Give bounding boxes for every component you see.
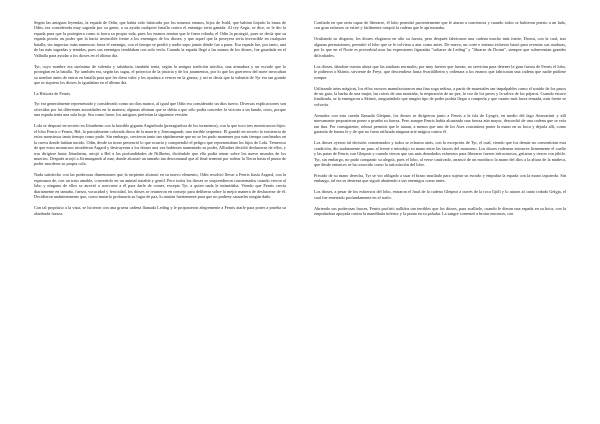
paragraph: Con tal propósito a la vista, se hicieron con una gruesa cadena llamada Leding y le propusieron alegremente a Fenris atarle para poner a prueba su alardeada fuerza. xyxy=(34,205,286,216)
left-column xyxy=(34,20,286,424)
paragraph: Tyr era generalmente representado y considerado como un dios manco, al igual que Odín era considerado un dios tuerto. Diversas explicaciones son ofrecidas por las diferentes autoridades en la materia; algunas afirman que se debía a que sólo podía conceder la victoria a un bando, otros, porque una espada tenía una sola hoja. Sea como fuere, los antiguos preferían la siguiente versión: xyxy=(34,101,286,118)
paragraph: Los dioses, a pesar de los esfuerzos del lobo, entraron el final de la cadena Gleipnir a través de la roca Gjöll y lo ataron al canto rodado Gelgja, el cual fue enterrado profundamente en el suelo. xyxy=(314,189,566,200)
paragraph: Confiado en que sería capaz de liberarse, él lobo permitió pacientemente que le ataran a conciencia y cuando todos se hubieron puesto a un lado, con gran esfuerzo se estiró y fácilmente rompió la cadena que le aprisionaba. xyxy=(314,20,566,31)
paragraph: Los dioses, dándose cuenta ahora que las ataduras normales, por muy fuertes que fueran, no servirían para detener la gran fuerza de Fenris el lobo, le pidieron a Skírnir, sirviente de Freyr, que descendiera hasta Svartálfheim y ordenara a los enanos que fabricaran una cadena que nadie pudiese romper. xyxy=(314,63,566,80)
paragraph: Privado de su mano derecha, Tyr se vio obligado a usar el brazo mutilado para sujetar su escudo y empuñar la espada con la mano izquierda. Sin embargo, tal era su destreza que siguió abatiendo a sus enemigos como antes. xyxy=(314,172,566,184)
paragraph: Tyr, cuyo nombre era sinónimo de valentía y sabiduría, también tenía, según la antigua tradición nórdica, una armadura y un escudo que lo protegían en la batalla. Tyr también era, según las sagas, el protector de la justicia y de los juramentos, por lo que los guerreros del norte invocaban su nombre antes de entrar en batalla para que les diera valor y les ayudara a vencer en la guerra, y así se decía que la valentía de Tyr era tan grande que ni siquiera los dioses lo igualaban en el último día. xyxy=(34,63,286,86)
paragraph: Abriendo sus poderosas fauces, Fenris profirió aullidos tan terribles que los dioses, para acallarle, cuando le dieron una espada en su boca, con la empuñadura apoyada contra la mandíbula inferior y la punta en su paladar. La sangre comenzó a brotar entonces, con xyxy=(314,205,566,217)
paragraph: Nada satisfecho con las poderosas dimensiones que la serpiente alcanzó en su nuevo elemento, Odín resolvió llevar a Fenris hasta Asgard, con la esperanza de, con un trato amable, convertirlo en un animal tratable y gentil. Pero todos los dioses se sorprendieron consternados cuando vieron al lobo y ninguno de ellos se atrevió a acercarse a él para darle de comer, excepto Tyr, a quien nada le intimidaba. Viendo que Fenris crecía diariamente en tamaño, fuerza, voracidad y ferocidad, los dioses se reunieron en consejo para deliberar sobre la mejor manera de deshacerse de él. Decidieron unánimemente que, como mutarlo profanaría su lugar de paz, lo atarían fuertemente para que no pudiese causarles ningún daño. xyxy=(34,172,286,200)
section-heading: La Historia de Fenris. xyxy=(34,90,72,96)
paragraph: Según las antiguas leyendas, la espada de Odín, que había sido fabricada por los mismos enanos, hijos de Ivald, que habían forjado la lanza de Odín, era considerada muy sagrada por su gente, a su ayuda cualquier batalla contra el enemigo sería ganada. Al rey Aegir, se dice, se le dio la espada para que la protegiera como si fuera su propia vida, pues los enanos temían que le fuera robada; el Odín la protegió, pues se decía que su espada poseía un poder que la hacía invencible frente a los enemigos de los dioses; y que aquel que la poseyera sería invencible en cualquier batalla, sin importar cuán numeroso fuera el enemigo; con el tiempo se perdió y nadie supo jamás dónde fue a parar. Esa espada fue, por tanto, una de las más sagradas y temidas, pues sus enemigos temblaban con solo verla. Cuando la espada llegó a las manos de los dioses, fue guardada en el Valhalla para ayudar a los dioses en el último día. xyxy=(34,20,286,58)
paragraph: Loki se desposó en secreto en Jötunheim con la horrible giganta Angurboda (presagiadora de los tormentos), con la que tuvo tres monstruosos hijos: el lobo Fenrir o Fenris, Hel, la parcialmente colorada diosa de la muerte y Jörmungandr, una terrible serpiente. El guardó en secreto la existencia de estos monstruos tanto tiempo como pudo. Sin embargo, crecieron tanto tan rápidamente que no se les pudo mantener por más tiempo confinados en la cueva donde habían nacido. Odín, desde su trono presenció lo que ocurría y comprendió el peligro que representaban los hijos de Loki. Temeroso de que estos monstruos invadieran Asgard y destruyeran a los dioses una vez hubiesen aumentado su poder, Allfather decidió deshacerse de ellos, y tras dirigirse hasta Jötunheim, arrojó a Hel a las profundidades de Niflheim, diciéndole que ella podía reinar sobre los nueve mundos de los muertos. Después arrojó a Jörmungandr al mar, donde alcanzó un tamaño tan descomunal que al final terminó por rodear la Tierra hasta el punto de poder morderse su propia cola. xyxy=(34,123,286,167)
paragraph: Ocultando su disgusto, los dioses elogiaron en alto su fuerza, pero después fabricaron una cadena mucho más fuerte, Dromi, con la cual, tras algunas persuasiones, permitió el lobo que se le volviera a atar como antes. De nuevo, un corte e intenso esfuerzo bastó para reventar sus ataduras, por lo que en el Norte es proverbial usar las expresiones figuradas "soltarse de Leding" y "librarse de Dromi", siempre que sobrevenían grandes dificultades. xyxy=(314,36,566,58)
right-column xyxy=(314,20,566,424)
paragraph: Armados con esta cuerda llamada Gleipnir, los dioses se dirigieron junto a Fenris a la isla de Lyngvi, en medio del lago Amsvartnir y allí nuevamente propusieron poner a prueba su fuerza. Pero aunque Fenris había alcanzado una fuerza aún mayor, desconfió de una cadena que se veía tan fina. Por consiguiente, rehusó permitir que le ataran, a menos que uno de los Ases consintiera poner la mano en su boca y dejarla allí, como garantía de buena fe y de que no fuera utilizada ninguna arte mágica contra él. xyxy=(314,112,566,135)
paragraph: Los dioses oyeron tal decisión consternados y todos se echaron atrás, con la excepción de Tyr, el cual, viendo que los demás no consentirían esta condición, dio audazmente un paso al frente e introdujo su mano entre las fauces del monstruo. Los dioses rodearon entonces firmemente el cuello y las patas de Fenris con Gleipnir y cuando vieron que sus más denodados esfuerzos para liberarse fueron infructuosos, gritaron y rieron con júbilo. Tyr, sin embargo, no pudo compartir su alegría, pues el lobo, al verse cautivado, arrancó de un mordisco la mano del dios a la altura de la muñeca, que desde entonces se ha conocido como la articulación del lobo. xyxy=(314,140,566,168)
paragraph: Utilizando artes mágicas, los elfos oscuros manufacturaron una fina soga sedosa, a partir de materiales tan impalpables como el sonido de los pasos de un gato, la barba de una mujer, las raíces de una montaña, la respiración de un pez, la voz de los peces y la saliva de los pájaros. Cuando estuvo finalizada, se la entregaron a Skírnir, asegurándole que ningún tipo de poder podría llegar a romperla y que cuanto más fuera tensada, más fuerte se volvería. xyxy=(314,85,566,107)
